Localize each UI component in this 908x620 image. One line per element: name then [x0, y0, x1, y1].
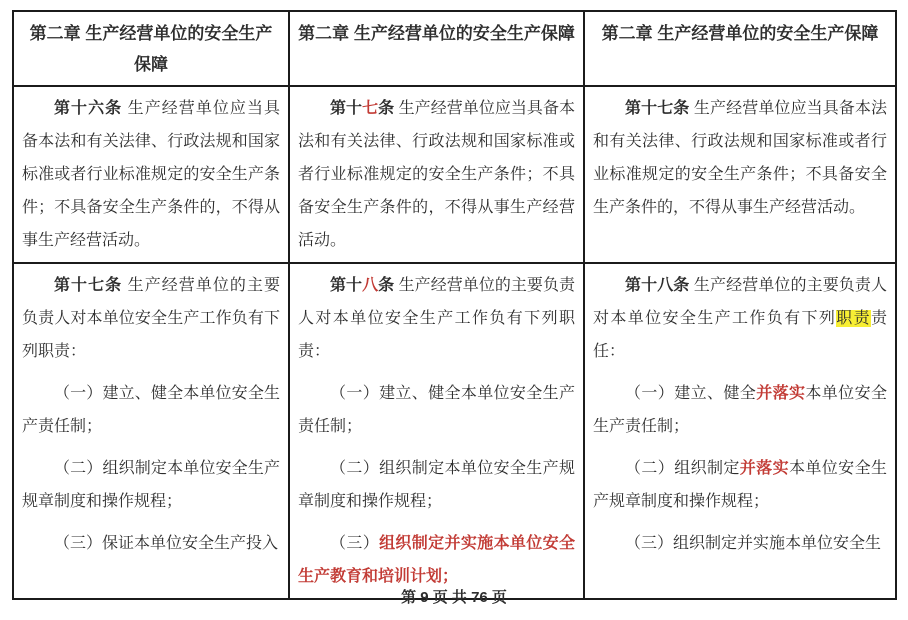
law-text: 责任： — [593, 310, 887, 360]
highlighted-text: 职责 — [836, 310, 871, 327]
law-comparison-table — [12, 10, 897, 600]
law-text: （三）保证本单位安全生产投入 — [54, 535, 279, 552]
law-paragraph — [593, 452, 887, 518]
law-text: 第十六条 — [54, 100, 123, 117]
law-text: 第十 — [330, 100, 363, 117]
law-text: 条 — [378, 100, 395, 117]
article-cell-mid-law-a18 — [289, 263, 584, 599]
article-cell-old-law-a17 — [13, 263, 289, 599]
law-text: 条 — [378, 277, 395, 294]
revision-text: 七 — [362, 100, 379, 117]
law-text: （一）建立、健全本单位安全生产责任制； — [298, 385, 575, 435]
law-paragraph — [593, 269, 887, 368]
law-paragraph — [298, 269, 575, 368]
law-text: 生产经营单位应当具备本法和有关法律、行政法规和国家标准或者行业标准规定的安全生产条件；不具备安全生产条件的，不得从事生产经营活动。 — [22, 100, 280, 249]
law-paragraph — [22, 452, 280, 518]
chapter-header-row — [13, 11, 896, 86]
chapter-header-column-3: 第二章 生产经营单位的安全生产保障 — [584, 11, 896, 86]
law-paragraph — [298, 92, 575, 257]
law-text: （二）组织制定本单位安全生产规章制度和操作规程； — [298, 460, 575, 510]
law-paragraph — [22, 269, 280, 368]
law-paragraph — [22, 92, 280, 257]
law-text: （二）组织制定本单位安全生产规章制度和操作规程； — [22, 460, 280, 510]
law-text: 第十七条 — [54, 277, 123, 294]
article-cell-old-law-a16 — [13, 86, 289, 263]
law-text: （二）组织制定 — [625, 460, 740, 477]
law-text: 生产经营单位应当具备本法和有关法律、行政法规和国家标准或者行业标准规定的安全生产条件；不具备安全生产条件的，不得从事生产经营活动。 — [593, 100, 887, 216]
article-cell-mid-law-a17 — [289, 86, 584, 263]
revision-text: 并落实 — [756, 385, 806, 402]
law-text: 本单位安全生产规章制度和操作规程； — [593, 460, 887, 510]
revision-text: 组织制定并实施本单位安全生产教育和培训计划； — [298, 535, 575, 585]
law-paragraph — [593, 92, 887, 224]
law-text: （三） — [330, 535, 380, 552]
law-paragraph — [22, 377, 280, 443]
law-text: （一）建立、健全 — [625, 385, 757, 402]
law-paragraph — [593, 377, 887, 443]
law-text: 生产经营单位的主要负责人对本单位安全生产工作负有下列职责： — [298, 277, 575, 360]
revision-text: 八 — [362, 277, 379, 294]
law-text: 第十七条 — [625, 100, 690, 117]
article-row-2 — [13, 263, 896, 599]
article-row-1 — [13, 86, 896, 263]
law-text: 生产经营单位的主要负责人对本单位安全生产工作负有下列 — [593, 277, 887, 327]
law-text: 生产经营单位应当具备本法和有关法律、行政法规和国家标准或者行业标准规定的安全生产条件；不具备安全生产条件的，不得从事生产经营活动。 — [298, 100, 575, 249]
law-text: （一）建立、健全本单位安全生产责任制； — [22, 385, 280, 435]
law-text: 本单位安全生产责任制； — [593, 385, 887, 435]
article-cell-new-law-a17 — [584, 86, 896, 263]
law-text: 第十八条 — [625, 277, 690, 294]
chapter-header-column-1: 第二章 生产经营单位的安全生产保障 — [13, 11, 289, 86]
article-cell-new-law-a18 — [584, 263, 896, 599]
law-text: （三）组织制定并实施本单位安全生 — [625, 535, 882, 552]
law-text: 生产经营单位的主要负责人对本单位安全生产工作负有下列职责： — [22, 277, 280, 360]
chapter-header-column-2: 第二章 生产经营单位的安全生产保障 — [289, 11, 584, 86]
revision-text: 并落实 — [739, 460, 789, 477]
law-paragraph — [22, 527, 280, 560]
law-text: 第十 — [330, 277, 363, 294]
page-number-indicator: 第 9 页 共 76 页 — [401, 589, 507, 606]
law-paragraph — [298, 452, 575, 518]
law-paragraph — [298, 527, 575, 593]
law-paragraph — [298, 377, 575, 443]
law-paragraph — [593, 527, 887, 560]
